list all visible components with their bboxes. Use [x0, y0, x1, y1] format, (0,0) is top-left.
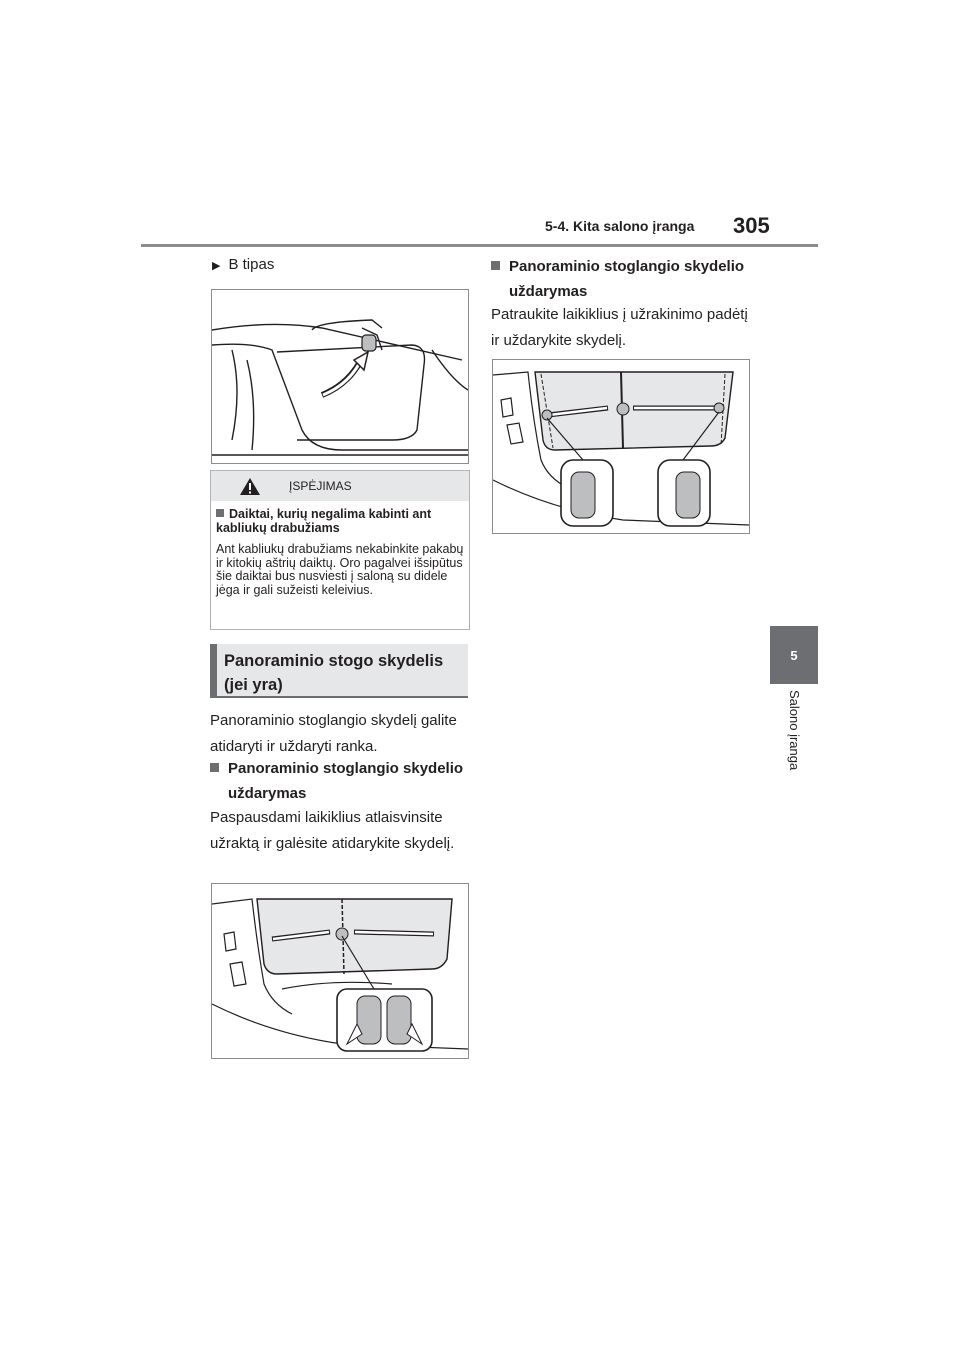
- subheading-left: Panoraminio stoglangio skydelio uždarymas: [228, 756, 468, 806]
- subheading-right: Panoraminio stoglangio skydelio uždarymas: [509, 254, 749, 304]
- figure-open-panel: [211, 883, 469, 1059]
- chapter-tab: [770, 626, 818, 684]
- header-rule: [141, 244, 818, 247]
- intro-paragraph: Panoraminio stoglangio skydelį galite atidaryti ir uždaryti ranka.: [210, 712, 457, 755]
- section-heading: Panoraminio stogo skydelis (jei yra): [210, 644, 468, 698]
- figure-close-panel: [492, 359, 750, 534]
- section-title: 5-4. Kita salono įranga: [545, 218, 695, 234]
- warning-title: ĮSPĖJIMAS: [289, 479, 352, 493]
- square-bullet-icon: [216, 509, 224, 517]
- figure-coat-hook: [211, 289, 469, 464]
- warning-header: [211, 471, 469, 501]
- page-number: 305: [733, 213, 770, 238]
- triangle-bullet-icon: ▶: [212, 260, 221, 272]
- square-bullet-icon: [210, 763, 219, 772]
- subtext-right: Patraukite laikiklius į užrakinimo padėtį ir uždarykite skydelį.: [491, 306, 748, 349]
- close-panel-illustration: [493, 360, 749, 533]
- open-panel-illustration: [212, 884, 468, 1058]
- chapter-label: Salono įranga: [787, 690, 802, 771]
- warning-text: Ant kabliukų drabužiams nekabinkite pakabų ir kitokių aštrių daiktų. Oro pagalvei išsipūtus šie daiktai bus nusviesti į saloną su didele jėga ir gali sužeisti keleivius.: [216, 542, 464, 597]
- coat-hook-illustration: [212, 290, 468, 463]
- square-bullet-icon: [491, 261, 500, 270]
- subtext-left: Paspausdami laikiklius atlaisvinsite užraktą ir galėsite atidarykite skydelį.: [210, 809, 455, 852]
- warning-triangle-icon: [239, 477, 261, 496]
- type-label: ▶ B tipas: [212, 256, 275, 273]
- warning-item-title: Daiktai, kurių negalima kabinti ant kabliukų drabužiams: [216, 507, 432, 535]
- chapter-number: 5: [790, 647, 798, 663]
- warning-box: [210, 470, 470, 630]
